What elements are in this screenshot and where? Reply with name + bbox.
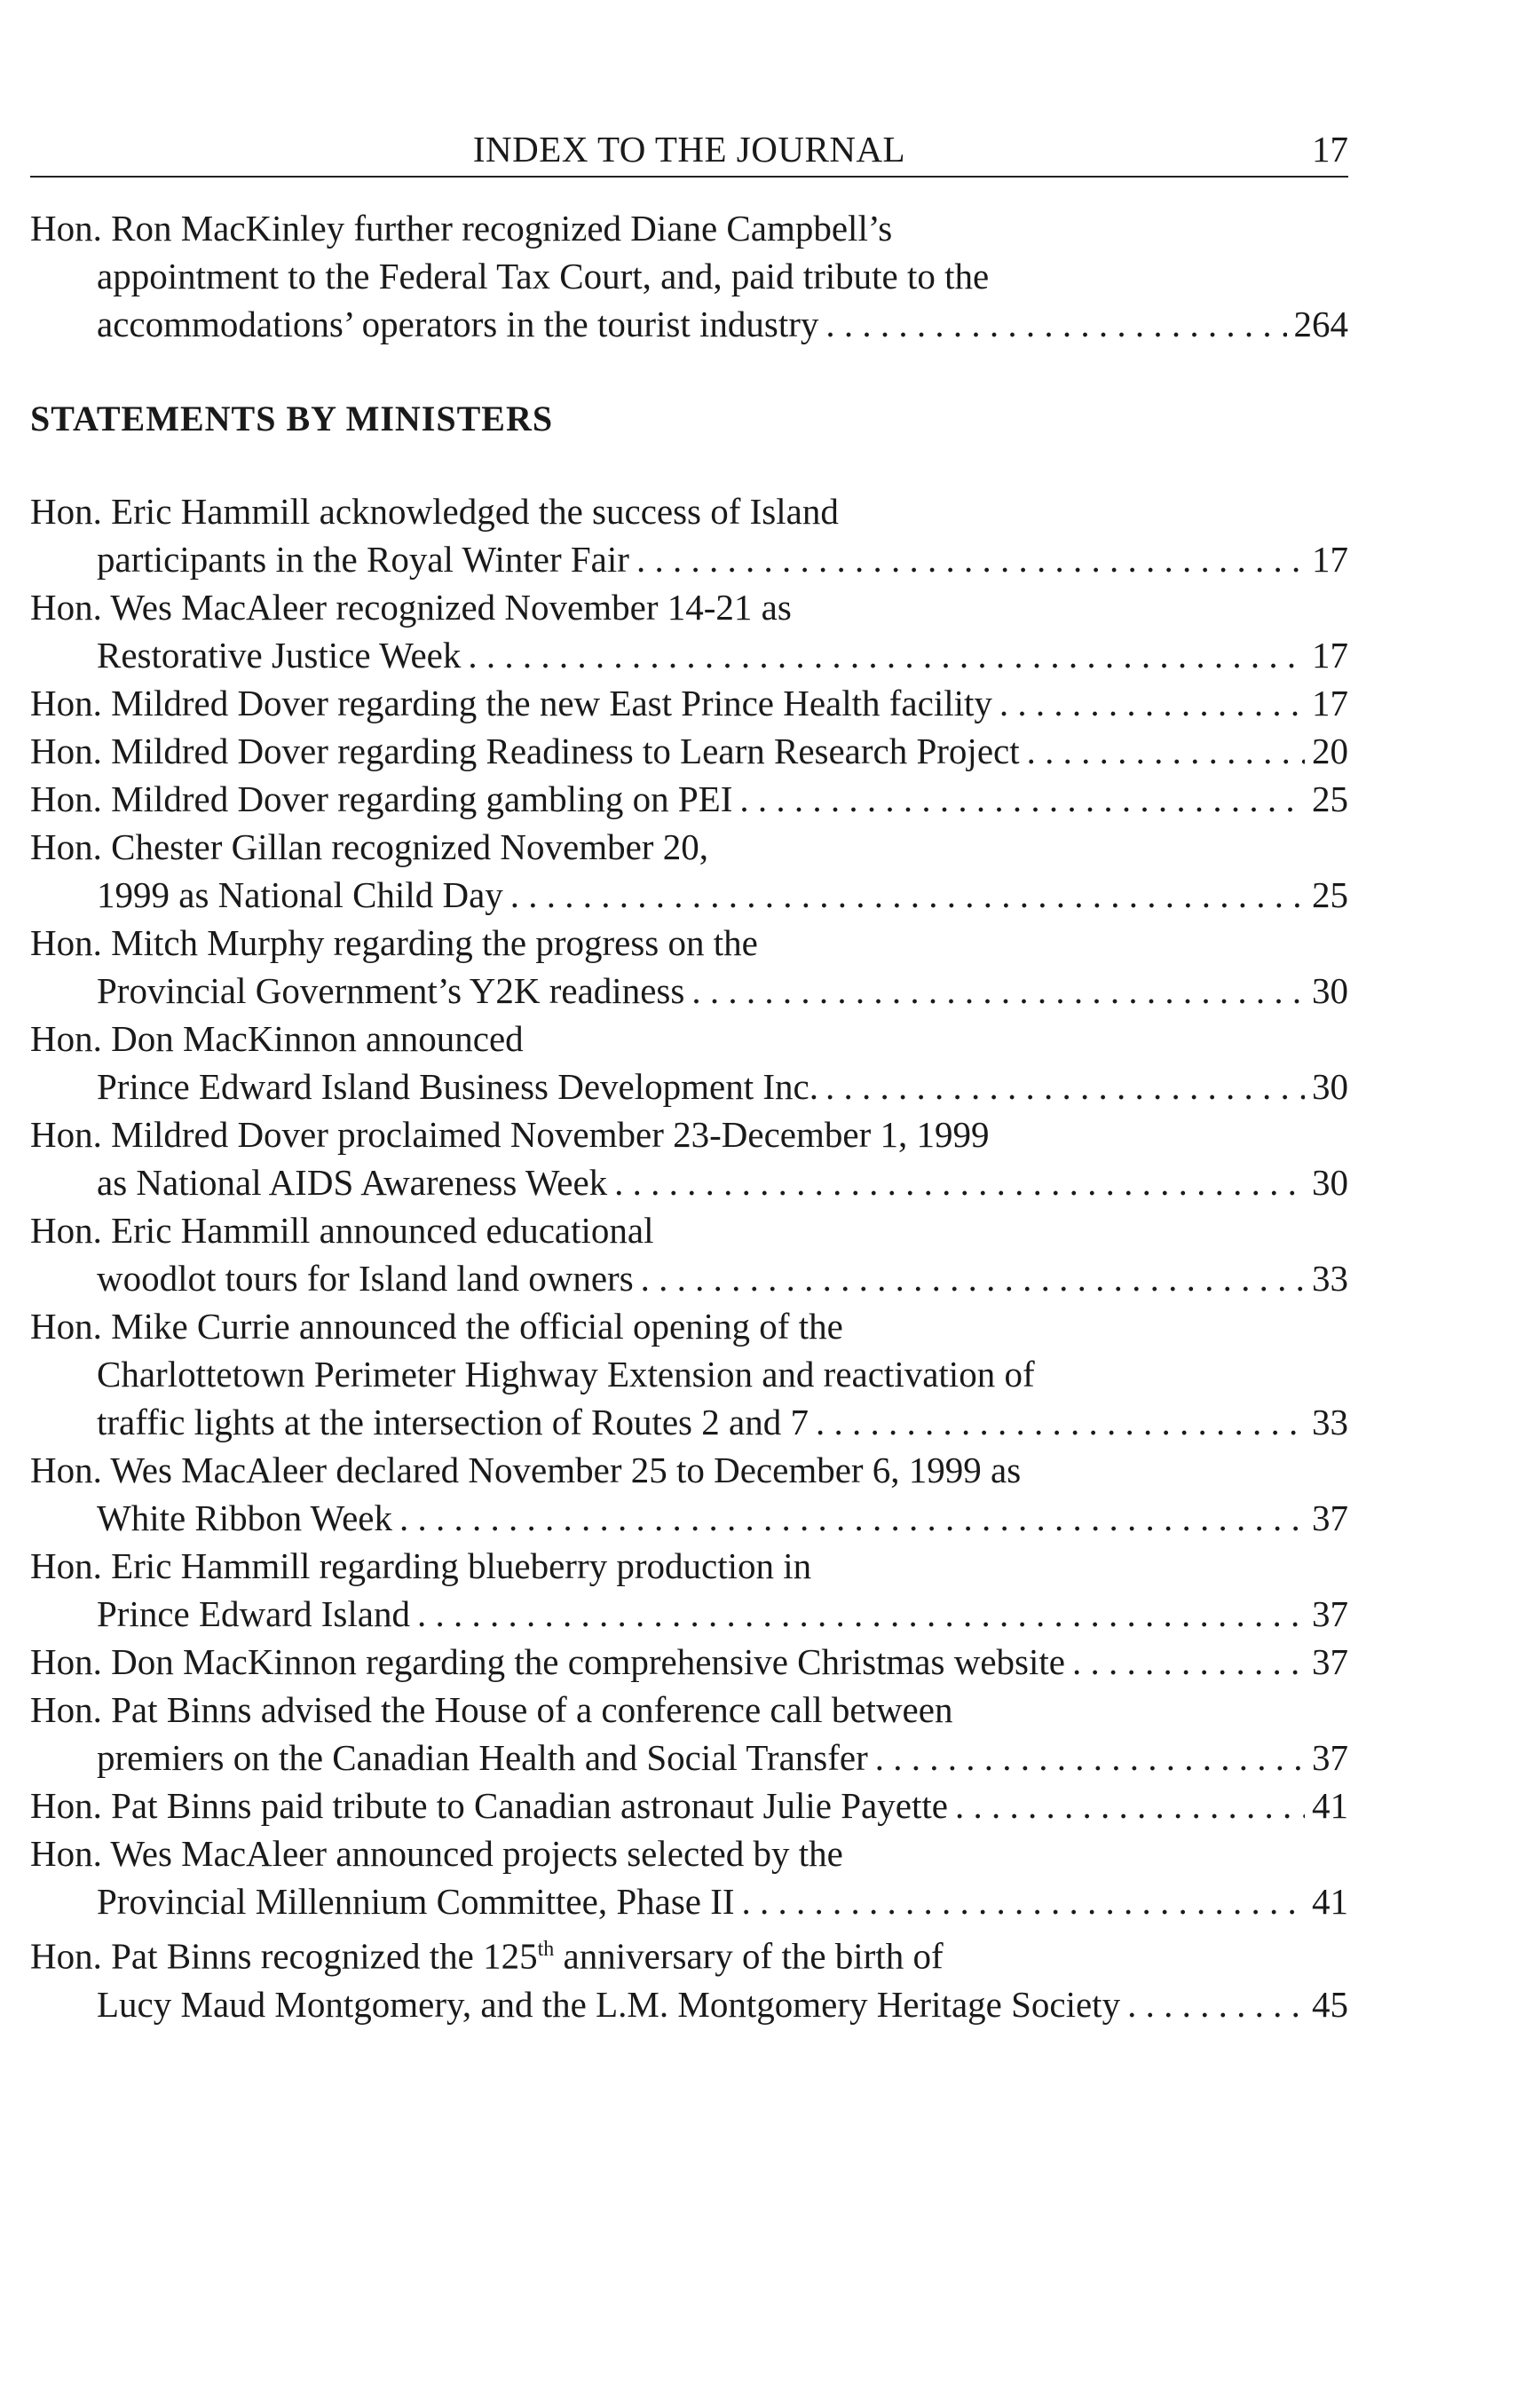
entry-text: Hon. Eric Hammill regarding blueberry production in (30, 1545, 812, 1586)
index-entry (30, 1110, 1348, 1206)
entry-page-number: 41 (1312, 1881, 1348, 1922)
entry-page-number: 17 (1312, 635, 1348, 676)
entry-text: 1999 as National Child Day (97, 874, 503, 915)
entry-text: Hon. Don MacKinnon regarding the comprehensive Christmas website (30, 1641, 1065, 1682)
leader-dots (510, 871, 1305, 919)
header-page-number: 17 (1312, 129, 1348, 170)
entry-text: traffic lights at the intersection of Routes 2 and 7 (97, 1402, 809, 1442)
entry-text: appointment to the Federal Tax Court, and, paid tribute to the (97, 256, 990, 296)
entry-page-number: 25 (1312, 778, 1348, 819)
header-title: INDEX TO THE JOURNAL (472, 129, 906, 170)
index-entry (30, 679, 1348, 727)
entry-page-number: 37 (1312, 1497, 1348, 1538)
entry-text: accommodations’ operators in the tourist industry (97, 304, 819, 344)
index-entry (30, 204, 1348, 348)
entry-text: White Ribbon Week (97, 1497, 392, 1538)
index-entry (30, 775, 1348, 823)
entry-text: Hon. Pat Binns paid tribute to Canadian astronaut Julie Payette (30, 1785, 948, 1826)
entry-text: Lucy Maud Montgomery, and the L.M. Montgomery Heritage Society (97, 1983, 1121, 2025)
entry-text: Provincial Government’s Y2K readiness (97, 970, 685, 1011)
leader-dots (636, 535, 1305, 583)
leader-dots (955, 1782, 1305, 1829)
entry-text: Hon. Pat Binns recognized the 125th anniversary of the birth of (30, 1935, 944, 1977)
leader-dots (641, 1254, 1305, 1302)
entry-text: Hon. Wes MacAleer declared November 25 to December 6, 1999 as (30, 1450, 1022, 1490)
entry-page-number: 41 (1312, 1785, 1348, 1826)
entry-text: Hon. Eric Hammill acknowledged the success of Island (30, 491, 839, 532)
section-heading: STATEMENTS BY MINISTERS (30, 399, 554, 439)
entry-page-number: 37 (1312, 1593, 1348, 1634)
index-entry (30, 1686, 1348, 1782)
leader-dots (825, 1063, 1305, 1110)
entry-text: premiers on the Canadian Health and Social Transfer (97, 1737, 868, 1778)
index-entry (30, 1925, 1348, 2028)
leader-dots (816, 1398, 1305, 1446)
entry-text: Hon. Mitch Murphy regarding the progress on the (30, 922, 758, 963)
leader-dots (825, 300, 1286, 348)
entry-page-number: 30 (1312, 970, 1348, 1011)
leader-dots (1127, 1980, 1305, 2028)
entry-text: Hon. Mildred Dover regarding gambling on PEI (30, 778, 733, 819)
running-header (30, 124, 1348, 178)
entry-text: Hon. Wes MacAleer announced projects selected by the (30, 1833, 843, 1874)
index-entry (30, 823, 1348, 919)
entry-page-number: 264 (1293, 304, 1348, 344)
leader-dots (468, 631, 1305, 679)
entry-text: Hon. Don MacKinnon announced (30, 1018, 524, 1059)
entry-text: Restorative Justice Week (97, 635, 462, 676)
entry-page-number: 20 (1312, 731, 1348, 771)
leader-dots (875, 1734, 1305, 1782)
entry-text: woodlot tours for Island land owners (97, 1258, 634, 1299)
leader-dots (399, 1494, 1305, 1542)
entry-text: Hon. Ron MacKinley further recognized Diane Campbell’s (30, 208, 893, 249)
entry-text: Charlottetown Perimeter Highway Extension and reactivation of (97, 1354, 1035, 1395)
leader-dots (739, 775, 1305, 823)
ordinal-suffix: th (537, 1938, 555, 1961)
entry-page-number: 30 (1312, 1066, 1348, 1107)
entry-text: Hon. Mildred Dover proclaimed November 23-December 1, 1999 (30, 1114, 990, 1155)
intro-entry (30, 204, 1348, 348)
leader-dots (691, 967, 1305, 1015)
entry-text: Prince Edward Island Business Development Inc. (97, 1066, 818, 1107)
entry-text: participants in the Royal Winter Fair (97, 539, 629, 580)
index-entry (30, 1829, 1348, 1925)
entry-text: Hon. Mildred Dover regarding Readiness to Learn Research Project (30, 731, 1020, 771)
leader-dots (614, 1158, 1305, 1206)
statements-list (30, 487, 1348, 2028)
index-entry (30, 583, 1348, 679)
index-entry (30, 1302, 1348, 1446)
leader-dots (1027, 727, 1305, 775)
entry-text: Hon. Pat Binns advised the House of a conference call between (30, 1689, 953, 1730)
entry-page-number: 33 (1312, 1402, 1348, 1442)
entry-text: Hon. Chester Gillan recognized November 20, (30, 826, 708, 867)
entry-page-number: 33 (1312, 1258, 1348, 1299)
index-entry (30, 1015, 1348, 1110)
entry-text: Hon. Mildred Dover regarding the new East Prince Health facility (30, 683, 992, 723)
index-entry (30, 1446, 1348, 1542)
index-entry (30, 1542, 1348, 1638)
entry-page-number: 17 (1312, 539, 1348, 580)
entry-text: Hon. Eric Hammill announced educational (30, 1210, 654, 1251)
index-entry (30, 1638, 1348, 1686)
entry-text: Hon. Wes MacAleer recognized November 14-21 as (30, 587, 792, 628)
leader-dots (742, 1877, 1305, 1925)
entry-text: Provincial Millennium Committee, Phase II (97, 1881, 735, 1922)
leader-dots (417, 1590, 1305, 1638)
entry-page-number: 37 (1312, 1737, 1348, 1778)
index-entry (30, 1782, 1348, 1829)
index-entry (30, 1206, 1348, 1302)
index-entry (30, 919, 1348, 1015)
journal-index-page (30, 124, 1348, 2028)
entry-page-number: 37 (1312, 1641, 1348, 1682)
index-entry (30, 487, 1348, 583)
entry-page-number: 17 (1312, 683, 1348, 723)
entry-page-number: 30 (1312, 1162, 1348, 1203)
index-entry (30, 727, 1348, 775)
leader-dots (999, 679, 1305, 727)
entry-text: Hon. Mike Currie announced the official opening of the (30, 1306, 843, 1347)
entry-text: Prince Edward Island (97, 1593, 410, 1634)
entry-page-number: 45 (1312, 1983, 1348, 2025)
entry-page-number: 25 (1312, 874, 1348, 915)
entry-text: as National AIDS Awareness Week (97, 1162, 608, 1203)
leader-dots (1072, 1638, 1305, 1686)
